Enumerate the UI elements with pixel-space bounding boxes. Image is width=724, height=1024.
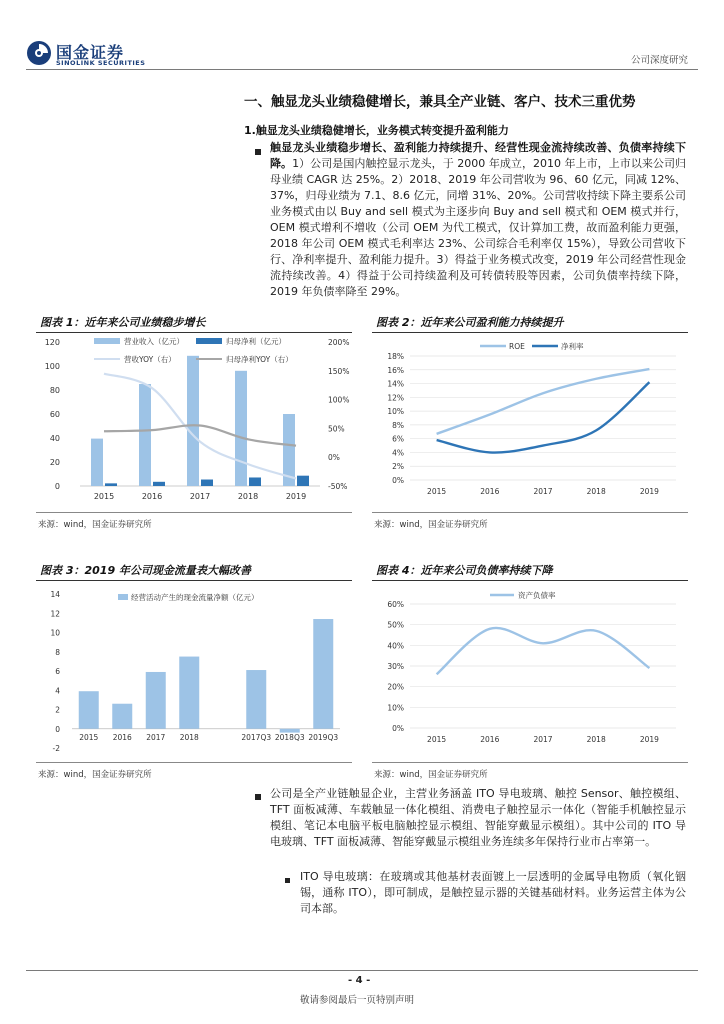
y-tick-label: 12 — [50, 609, 60, 619]
y-tick-label: 8% — [392, 420, 404, 430]
figure-3-source: 来源：wind，国金证券研究所 — [38, 770, 152, 780]
y-tick-label: 40% — [387, 641, 404, 651]
x-tick-label: 2017 — [146, 732, 166, 742]
x-tick-label: 2015 — [427, 735, 447, 744]
revenue-bar — [91, 439, 103, 486]
paragraph-body: 1）公司是国内触控显示龙头，于 2000 年成立，2010 年上市，上市以来公司归母业绩 CAGR 达 25%。2）2018、2019 年公司营收为 96、60 亿元，同减 12%、37%，归母业绩为 7.1、8.6 亿元，同增 31%、20%。公司营收持续下降主要系公司业务模式由以 Buy and sell 模式为主逐步向 Buy and sell 模式和 OEM 模式并行，OEM 模式增利不增收（公司 OEM 为代工模式，仅计算加工费，故而盈利能力更强，2018 年公司 OEM 模式毛利率达 23%、公司综合毛利率仅 15%），导致公司营收下行、净利率提升、盈利能力提升。3）得益于业务模式改变，2019 年公司经营性现金流持续改善。4）得益于公司持续盈利及可转债转股等因素，公司负债率持续下降，2019 年负债率降至 29%。 — [270, 157, 686, 298]
y-tick-label: 100 — [44, 362, 60, 371]
legend-swatch — [196, 338, 222, 344]
figure-4-chart — [372, 582, 690, 760]
cashflow-bar — [112, 704, 132, 729]
y-tick-label: 20 — [49, 458, 60, 467]
legend-label: 营业收入（亿元） — [124, 337, 184, 346]
revenue-bar — [139, 384, 151, 486]
legend-label: ROE — [509, 342, 525, 351]
cashflow-bar — [146, 672, 166, 729]
profit-bar — [249, 477, 261, 486]
sub-bullet-marker — [285, 878, 290, 883]
legend-label: 资产负债率 — [518, 591, 556, 600]
y-tick-label: 14 — [50, 590, 60, 599]
y-tick-label: 2% — [392, 462, 404, 472]
y-tick-label: 80 — [49, 386, 60, 395]
bullet-marker — [255, 149, 261, 155]
figure-4-bottom-rule — [372, 762, 688, 763]
x-tick-label: 2017 — [533, 487, 553, 496]
y2-tick-label: 0% — [328, 453, 340, 463]
x-tick-label: 2015 — [427, 487, 447, 496]
x-tick-label: 2016 — [480, 487, 500, 496]
cashflow-bar — [79, 691, 99, 729]
y-tick-label: 20% — [387, 682, 404, 692]
figure-2-source: 来源：wind，国金证券研究所 — [374, 520, 488, 530]
paragraph-ito: ITO 导电玻璃：在玻璃或其他基材表面镀上一层透明的金属导电物质（氧化铟锡，通称 ITO），即可制成，是触控显示器的关键基础材料。业务运营主体为公司本部。 — [300, 870, 686, 915]
x-tick-label: 2018 — [179, 732, 199, 742]
legend-label: 归母净利（亿元） — [226, 337, 286, 346]
footer-disclaimer: 敬请参阅最后一页特别声明 — [300, 995, 415, 1006]
y-tick-label: 8 — [55, 647, 60, 657]
x-tick-label: 2017Q3 — [241, 732, 272, 742]
cashflow-bar — [246, 670, 266, 729]
debt-ratio-line — [437, 628, 650, 674]
y-tick-label: 14% — [387, 379, 404, 389]
x-tick-label: 2019 — [285, 492, 307, 501]
y-tick-label: 60% — [387, 600, 404, 609]
paragraph-business: 公司是全产业链触显企业，主营业务涵盖 ITO 导电玻璃、触控 Sensor、触控模组、TFT 面板减薄、车载触显一体化模组、消费电子触控显示一体化（智能手机触控显示模组、笔记本电脑平板电脑触控显示模组、智能穿戴显示模组）。其中公司的 ITO 导电玻璃、TFT 面板减薄、智能穿戴显示模组业务连续多年保持行业市占率第一。 — [270, 787, 686, 848]
roe-line — [437, 369, 650, 434]
profit-bar — [201, 480, 213, 486]
y-tick-label: 10 — [50, 628, 60, 638]
paragraph-performance — [270, 140, 686, 300]
x-tick-label: 2018 — [586, 487, 606, 496]
header-divider — [26, 69, 698, 70]
y-tick-label: 16% — [387, 365, 404, 375]
figure-2-bottom-rule — [372, 512, 688, 513]
y-tick-label: 60 — [49, 410, 60, 419]
revenue-bar — [235, 371, 247, 486]
y2-tick-label: -50% — [328, 482, 348, 491]
figure-1-chart — [36, 334, 356, 510]
y-tick-label: 0 — [54, 482, 60, 491]
legend-label: 净利率 — [561, 342, 584, 351]
cashflow-bar — [280, 729, 300, 733]
y-tick-label: 50% — [387, 620, 404, 630]
profit-bar — [297, 476, 309, 486]
y2-tick-label: 100% — [328, 395, 350, 405]
y-tick-label: 0% — [392, 724, 404, 733]
x-tick-label: 2016 — [141, 492, 163, 501]
y-tick-label: -2 — [52, 744, 60, 753]
figure-2-top-rule — [372, 332, 688, 333]
figure-3-top-rule — [36, 580, 352, 581]
legend-label: 归母净利YOY（右） — [226, 355, 293, 364]
figure-4-source: 来源：wind，国金证券研究所 — [374, 770, 488, 780]
profit-bar — [105, 483, 117, 486]
x-tick-label: 2018Q3 — [274, 732, 305, 742]
legend-swatch — [94, 338, 120, 344]
y-tick-label: 120 — [44, 338, 60, 347]
y-tick-label: 30% — [387, 662, 404, 671]
y-tick-label: 0 — [55, 724, 60, 734]
y-tick-label: 40 — [49, 434, 60, 443]
y-tick-label: 12% — [387, 393, 404, 403]
figure-1-title: 图表 1：近年来公司业绩稳步增长 — [40, 316, 206, 329]
bullet-marker — [255, 794, 261, 800]
x-tick-label: 2016 — [480, 735, 500, 744]
legend-swatch — [118, 594, 128, 600]
paragraph-lead: 触显龙头业绩稳步增长、盈利能力持续提升、经营性现金流持续改善、负债率持续下降。 — [270, 141, 686, 170]
figure-3-chart — [36, 582, 356, 760]
legend-label: 经营活动产生的现金流量净额（亿元） — [131, 593, 259, 602]
y2-tick-label: 50% — [328, 424, 345, 434]
y-tick-label: 18% — [387, 352, 404, 361]
figure-3-title: 图表 3：2019 年公司现金流量表大幅改善 — [40, 564, 251, 577]
legend-label: 营收YOY（右） — [124, 355, 176, 364]
y-tick-label: 10% — [387, 703, 404, 713]
x-tick-label: 2019Q3 — [308, 732, 339, 742]
x-tick-label: 2015 — [79, 732, 99, 742]
x-tick-label: 2018 — [237, 492, 259, 501]
y-tick-label: 0% — [392, 476, 404, 485]
x-tick-label: 2015 — [93, 492, 115, 501]
footer-divider — [26, 970, 698, 971]
profit-bar — [153, 482, 165, 486]
y-tick-label: 4% — [392, 448, 404, 458]
y-tick-label: 4 — [55, 686, 60, 696]
figure-4-title: 图表 4：近年来公司负债率持续下降 — [376, 564, 553, 577]
x-tick-label: 2017 — [533, 735, 553, 744]
company-logo-icon — [26, 40, 52, 66]
x-tick-label: 2018 — [586, 735, 606, 744]
y-tick-label: 2 — [55, 705, 60, 715]
figure-1-bottom-rule — [36, 512, 352, 513]
figure-3-bottom-rule — [36, 762, 352, 763]
revenue-bar — [187, 356, 199, 486]
x-tick-label: 2016 — [112, 732, 132, 742]
y-tick-label: 6% — [392, 434, 404, 444]
x-tick-label: 2019 — [639, 487, 659, 496]
x-tick-label: 2017 — [189, 492, 211, 501]
logo-company-name: 国金证券 — [56, 43, 125, 62]
document-type: 公司深度研究 — [630, 55, 688, 66]
figure-2-chart — [372, 334, 690, 510]
y2-tick-label: 150% — [328, 366, 350, 376]
y-tick-label: 10% — [387, 407, 404, 417]
subsection-title: 1.触显龙头业绩稳健增长，业务模式转变提升盈利能力 — [244, 124, 509, 137]
cashflow-bar — [313, 619, 333, 729]
y-tick-label: 6 — [55, 667, 60, 676]
y2-tick-label: 200% — [328, 338, 350, 347]
section-title: 一、触显龙头业绩稳健增长，兼具全产业链、客户、技术三重优势 — [244, 94, 636, 110]
figure-2-title: 图表 2：近年来公司盈利能力持续提升 — [376, 316, 564, 329]
figure-1-source: 来源：wind，国金证券研究所 — [38, 520, 152, 530]
figure-4-top-rule — [372, 580, 688, 581]
figure-1-top-rule — [36, 332, 352, 333]
page-number: - 4 - — [348, 975, 371, 986]
logo-english-name: SINOLINK SECURITIES — [56, 59, 146, 67]
cashflow-bar — [179, 657, 199, 729]
x-tick-label: 2019 — [639, 735, 659, 744]
